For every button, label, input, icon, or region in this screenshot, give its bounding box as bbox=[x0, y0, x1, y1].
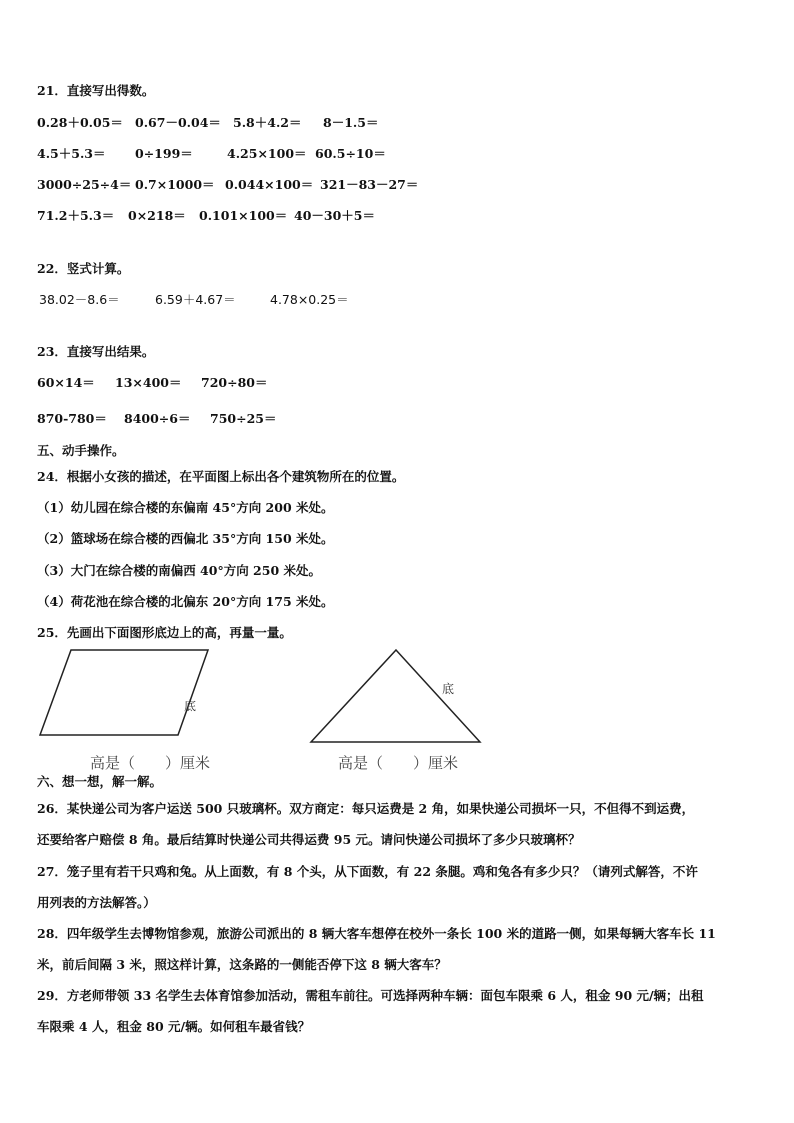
q24-title: 24．根据小女孩的描述，在平面图上标出各个建筑物所在的位置。 bbox=[37, 469, 405, 484]
q26-paragraph-cont bbox=[37, 832, 759, 848]
q21-expr: 4.25×100＝ bbox=[227, 146, 307, 161]
q21-expr: 40－30＋5＝ bbox=[294, 208, 375, 223]
q28-paragraph bbox=[37, 926, 759, 942]
q24-item: （4）荷花池在综合楼的北偏东 20°方向 175 米处。 bbox=[37, 594, 334, 609]
parallelogram-base-label: 底 bbox=[184, 699, 197, 713]
q21-expr: 0.044×100＝ bbox=[225, 177, 314, 192]
q27-paragraph-cont bbox=[37, 895, 759, 911]
q26-line: 26．某快递公司为客户运送 500 只玻璃杯。双方商定：每只运费是 2 角，如果快递公司损坏一只，不但得不到运费， bbox=[37, 801, 695, 816]
q21-expr: 0.67－0.04＝ bbox=[135, 115, 221, 130]
q21-expr: 0÷199＝ bbox=[135, 146, 193, 161]
q21-expr: 0.7×1000＝ bbox=[135, 177, 215, 192]
triangle-base-label: 底 bbox=[442, 682, 455, 696]
parallelogram-shape bbox=[40, 650, 208, 735]
q22-title: 22．竖式计算。 bbox=[37, 261, 130, 276]
q24-item: （3）大门在综合楼的南偏西 40°方向 250 米处。 bbox=[37, 563, 321, 578]
q27-line: 用列表的方法解答。） bbox=[37, 895, 156, 910]
q26-paragraph bbox=[37, 801, 759, 817]
q29-paragraph-cont bbox=[37, 1019, 759, 1035]
q28-line: 米，前后间隔 3 米，照这样计算，这条路的一侧能否停下这 8 辆大客车？ bbox=[37, 957, 447, 972]
q23-expr: 870-780＝ bbox=[37, 411, 107, 426]
q23-expr: 60×14＝ bbox=[37, 375, 95, 390]
q21-expr: 5.8＋4.2＝ bbox=[233, 115, 302, 130]
q23-title: 23．直接写出结果。 bbox=[37, 344, 155, 359]
parallelogram-height-answer: 高是（ ）厘米 bbox=[90, 754, 211, 772]
q21-expr: 0×218＝ bbox=[128, 208, 186, 223]
q21-expr: 60.5÷10＝ bbox=[315, 146, 386, 161]
q22-expr: 38.02－8.6＝ bbox=[39, 292, 120, 307]
section-five-title: 五、动手操作。 bbox=[37, 443, 125, 458]
q27-line: 27．笼子里有若干只鸡和兔。从上面数，有 8 个头，从下面数，有 22 条腿。鸡和兔各有多少只？（请列式解答，不许 bbox=[37, 864, 698, 879]
q23-expr: 750÷25＝ bbox=[210, 411, 277, 426]
q21-expr: 71.2＋5.3＝ bbox=[37, 208, 115, 223]
q27-paragraph bbox=[37, 864, 759, 880]
triangle-height-answer: 高是（ ）厘米 bbox=[338, 754, 459, 772]
q28-line: 28．四年级学生去博物馆参观，旅游公司派出的 8 辆大客车想停在校外一条长 100 米的道路一侧，如果每辆大客车长 11 bbox=[37, 926, 716, 941]
q23-expr: 720÷80＝ bbox=[201, 375, 268, 390]
q29-line: 29．方老师带领 33 名学生去体育馆参加活动，需租车前往。可选择两种车辆：面包车限乘 6 人，租金 90 元/辆；出租 bbox=[37, 988, 704, 1003]
q25-title: 25．先画出下面图形底边上的高，再量一量。 bbox=[37, 625, 292, 640]
q26-line: 还要给客户赔偿 8 角。最后结算时快递公司共得运费 95 元。请问快递公司损坏了多少只玻璃杯？ bbox=[37, 832, 581, 847]
q29-paragraph bbox=[37, 988, 759, 1004]
q22-expr: 4.78×0.25＝ bbox=[270, 292, 349, 307]
q21-expr: 3000÷25÷4＝ bbox=[37, 177, 132, 192]
q24-item: （1）幼儿园在综合楼的东偏南 45°方向 200 米处。 bbox=[37, 500, 334, 515]
q21-expr: 4.5＋5.3＝ bbox=[37, 146, 106, 161]
q21-expr: 0.28＋0.05＝ bbox=[37, 115, 123, 130]
q21-expr: 0.101×100＝ bbox=[199, 208, 288, 223]
q22-expr: 6.59＋4.67＝ bbox=[155, 292, 236, 307]
q29-line: 车限乘 4 人，租金 80 元/辆。如何租车最省钱？ bbox=[37, 1019, 311, 1034]
q28-paragraph-cont bbox=[37, 957, 759, 973]
q23-expr: 13×400＝ bbox=[115, 375, 182, 390]
q23-expr: 8400÷6＝ bbox=[124, 411, 191, 426]
section-six-title: 六、想一想，解一解。 bbox=[37, 774, 163, 789]
triangle-shape bbox=[311, 650, 480, 742]
q21-expr: 321－83－27＝ bbox=[320, 177, 419, 192]
q21-expr: 8－1.5＝ bbox=[323, 115, 379, 130]
q24-item: （2）篮球场在综合楼的西偏北 35°方向 150 米处。 bbox=[37, 531, 334, 546]
q21-title: 21．直接写出得数。 bbox=[37, 83, 155, 98]
